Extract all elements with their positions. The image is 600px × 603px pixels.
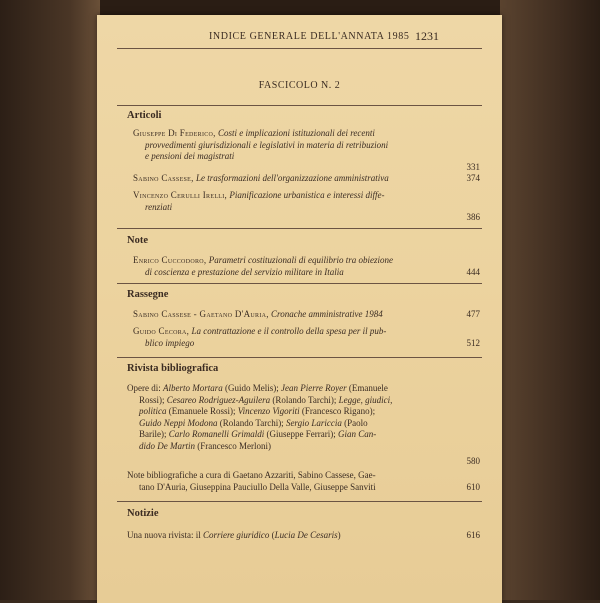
text: Opere di: — [127, 383, 163, 393]
entry-page: 374 — [466, 173, 480, 183]
book-author: Jean Pierre Royer — [281, 383, 347, 393]
entry-page: 444 — [466, 266, 480, 277]
opere-line-5 — [139, 429, 376, 441]
text: ) — [337, 530, 341, 540]
reviewer: (Emanuele — [346, 383, 388, 393]
entry-title-cont: e pensioni dei magistrati — [145, 151, 235, 161]
opere-line-4 — [139, 418, 368, 430]
opere-line-6 — [139, 441, 271, 453]
entry-page: 477 — [466, 309, 480, 319]
book-author: Vincenzo Vigoriti — [237, 406, 300, 416]
entry-title: Pianificazione urbanistica e interessi diffe- — [229, 190, 385, 200]
section-rule-notizie — [117, 501, 482, 502]
reviewer: Rossi); — [139, 394, 167, 405]
author-name: Vincenzo Cerulli Irelli, — [133, 190, 228, 200]
section-heading-note: Note — [127, 235, 148, 246]
reviewer: Barile); — [139, 429, 169, 439]
entry-cerulli-irelli — [133, 190, 385, 202]
book-author: dido De Martin — [139, 440, 195, 451]
reviewer: (Giuseppe Ferrari); — [264, 429, 338, 439]
entry-nuova-rivista — [127, 530, 341, 542]
background-left — [0, 0, 100, 600]
author-name: Sabino Cassese - Gaetano D'Auria, — [133, 309, 269, 319]
section-rule-articoli — [117, 105, 482, 106]
section-heading-rassegne: Rassegne — [127, 289, 169, 300]
text: Una nuova rivista: il — [127, 530, 203, 540]
entry-cuccodoro — [133, 255, 393, 267]
section-rule-rivista — [117, 357, 482, 358]
book-author: Gian Can- — [338, 429, 377, 439]
entry-title: La contrattazione e il controllo della spesa per il pub- — [191, 326, 387, 336]
author-name: Enrico Cuccodoro, — [133, 255, 207, 265]
book-title: Legge, giudici, — [338, 394, 393, 405]
reviewer: (Rolando Tarchi); — [270, 394, 339, 405]
section-heading-notizie: Notizie — [127, 508, 159, 519]
entry-page: 580 — [466, 456, 480, 466]
author-name: Giuseppe Di Federico, — [133, 128, 216, 138]
header-rule — [117, 48, 482, 49]
reviewer: (Francesco Merloni) — [195, 440, 271, 451]
entry-title-cont: blico impiego — [145, 337, 195, 348]
book-title: politica — [139, 406, 167, 416]
entry-page: 610 — [466, 481, 480, 492]
entry-title-cont: di coscienza e prestazione del servizio militare in Italia — [145, 266, 344, 277]
entry-page: 616 — [466, 530, 480, 540]
entry-cassese — [133, 173, 389, 185]
page-number: 1231 — [415, 29, 439, 43]
entry-page: 386 — [466, 212, 480, 222]
section-rule-rassegne — [117, 283, 482, 284]
entry-title: Cronache amministrative 1984 — [271, 309, 383, 319]
entry-page: 512 — [466, 337, 480, 348]
entry-page: 331 — [466, 162, 480, 172]
entry-cecora — [133, 326, 386, 338]
section-heading-rivista-bibliografica: Rivista bibliografica — [127, 363, 219, 374]
opere-line-3 — [139, 406, 375, 418]
reviewer: (Paolo — [341, 417, 368, 428]
entry-cassese-dauria — [133, 309, 383, 321]
section-rule-note — [117, 228, 482, 229]
opere-line-1 — [127, 383, 388, 395]
reviewer: (Emanuele Rossi); — [166, 406, 238, 416]
running-head: INDICE GENERALE DELL'ANNATA 1985 — [209, 31, 410, 42]
book-author: Sergio Lariccia — [285, 417, 342, 428]
author-name: Sabino Cassese, — [133, 173, 194, 183]
book-author: Cesareo Rodriguez-Aguilera — [166, 394, 271, 405]
entry-title-cont: provvedimenti giurisdizionali e legislativi in materia di retribuzioni — [145, 139, 389, 150]
section-heading-articoli: Articoli — [127, 110, 162, 121]
entry-title: Parametri costituzionali di equilibrio tra obiezione — [208, 255, 393, 265]
book-author: Alberto Mortara — [163, 383, 223, 393]
opere-line-2 — [139, 395, 392, 407]
entry-title: Costi e implicazioni istituzionali dei recenti — [217, 128, 375, 138]
book-page — [97, 15, 502, 603]
entry-di-federico — [133, 128, 375, 140]
text: ( — [269, 530, 275, 540]
entry-title-cont: renziati — [145, 201, 173, 212]
reviewer: (Guido Melis); — [222, 383, 281, 393]
background-right — [500, 0, 600, 600]
book-author: Carlo Romanelli Grimaldi — [168, 429, 265, 439]
entry-title: Le trasformazioni dell'organizzazione amministrativa — [195, 173, 389, 183]
journal-title: Corriere giuridico — [203, 530, 270, 540]
note-bibliografiche-line-2: tano D'Auria, Giuseppina Pauciullo Della Valle, Giuseppe Sanviti — [139, 481, 376, 492]
reviewer: (Rolando Tarchi); — [217, 417, 286, 428]
author-name: Lucia De Cesaris — [274, 530, 338, 540]
reviewer: (Francesco Rigano); — [299, 406, 376, 416]
author-name: Guido Cecora, — [133, 326, 190, 336]
book-author: Guido Neppi Modona — [139, 417, 218, 428]
note-bibliografiche-line-1: Note bibliografiche a cura di Gaetano Azzariti, Sabino Cassese, Gae- — [127, 470, 376, 480]
fascicolo-heading: FASCICOLO N. 2 — [258, 80, 341, 91]
